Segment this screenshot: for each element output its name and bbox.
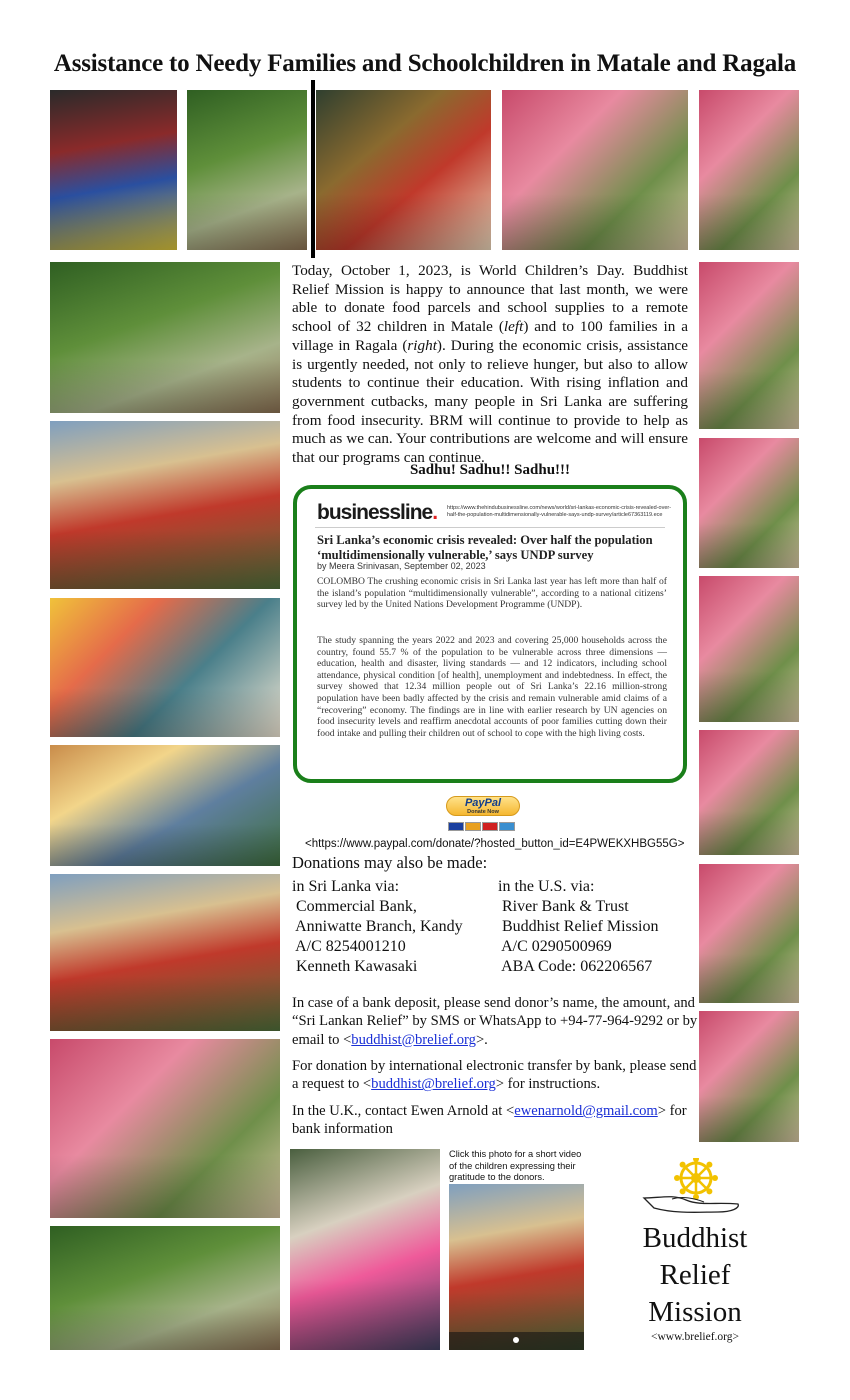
email-link-buddhist[interactable]: buddhist@brelief.org <box>351 1031 476 1048</box>
transfer-paragraph: For donation by international electronic transfer by bank, please send a request to <buddhist@brelief.org> for instructions. <box>292 1058 697 1093</box>
photo-women-receiving-bags <box>502 90 688 250</box>
card-icon <box>448 822 464 831</box>
photo-men-carrying-sacks <box>187 90 307 250</box>
sadhu-line: Sadhu! Sadhu!! Sadhu!!! <box>409 462 571 478</box>
paypal-button-face: PayPal Donate Now <box>446 796 520 816</box>
photo-line-of-recipients <box>50 1226 280 1350</box>
photo-women-seated-room <box>50 745 280 866</box>
businessline-logo: businessline. <box>317 501 438 524</box>
paypal-link[interactable]: <https://www.paypal.com/donate/?hosted_button_id=E4PWEKXHBG55G> <box>305 838 685 850</box>
page-title: Assistance to Needy Families and Schoolchildren in Matale and Ragala <box>53 50 797 77</box>
uk-contact-paragraph: In the U.K., contact Ewen Arnold at <ewenarnold@gmail.com> for bank information <box>292 1103 687 1138</box>
photo-boy-with-bag <box>699 1011 799 1142</box>
org-url[interactable]: <www.brelief.org> <box>650 1331 740 1343</box>
credit-card-icons <box>448 818 516 836</box>
card-icon <box>465 822 481 831</box>
card-icon <box>499 822 515 831</box>
paypal-donate-button[interactable] <box>446 796 520 828</box>
article-paragraph-1: COLOMBO The crushing economic crisis in Sri Lanka last year has left more than half of the island’s population “multidimensionally vulnerable”, according to a national citizens’ survey led by the United Nations Development Programme (UNDP). <box>317 576 667 611</box>
photo-woman-green-sari <box>699 576 799 722</box>
photo-woman-floral-dress <box>699 730 799 855</box>
photo-stairs-path <box>50 262 280 413</box>
video-caption: Click this photo for a short video of the children expressing their gratitude to the donors. <box>449 1149 582 1182</box>
article-paragraph-2: The study spanning the years 2022 and 2023 and covering 25,000 households across the country, found 55.7 % of the population to be vulnerable across three dimensions — education, health and disaster, living standards — and 12 indicators, including school attendance, physical condition [of health], unemployment and indebtedness. In effect, the survey showed that 12.34 million people out of Sri Lanka’s 22.16 million-strong population have been badly affected by the crisis and remain vulnerable amid claims of a “recovering” economy. The findings are in line with earlier research by UN agencies on food insecurity levels and reaffirm anecdotal accounts of poor families cutting down their food intake and pulling their children out of school to cope with the high living costs. <box>317 635 667 739</box>
article-headline: Sri Lanka’s economic crisis revealed: Over half the population ‘multidimensionally vulnerable,’ says UNDP survey <box>317 533 653 562</box>
donations-heading: Donations may also be made: <box>292 853 488 872</box>
intro-text-b: ) and to 100 families in a village in Ragala ( <box>292 318 688 354</box>
photo-group-outside-building <box>50 874 280 1031</box>
intro-text-a: Today, October 1, 2023, is World Children’s Day. Buddhist Relief Mission is happy to announce that last month, we were able to donate food parcels and school supplies to a remote school of 32 children in Matale ( <box>292 262 688 336</box>
photo-women-with-bags <box>50 1039 280 1218</box>
sri-lanka-bank-details: in Sri Lanka via: Commercial Bank, Anniwatte Branch, Kandy A/C 8254001210 Kenneth Kawasaki <box>292 878 463 975</box>
article-separator <box>315 527 665 528</box>
photo-children-at-tables <box>50 421 280 589</box>
divider-line <box>311 80 315 258</box>
photo-classroom-gathering <box>50 598 280 737</box>
email-link-ewen[interactable]: ewenarnold@gmail.com <box>514 1103 658 1119</box>
video-thumbnail-children[interactable] <box>449 1184 584 1350</box>
photo-woman-pink-shirt <box>699 262 799 429</box>
dharma-wheel-hand-logo <box>642 1158 746 1218</box>
video-controls[interactable] <box>449 1332 584 1350</box>
card-icon <box>482 822 498 831</box>
photo-woman-red-dress <box>699 438 799 568</box>
intro-left-word: left <box>503 318 524 336</box>
article-url: https://www.thehindubusinessline.com/news/world/sri-lankas-economic-crisis-revealed-over-half-the-population-multidimensionally-vulnerable-says-undp-survey/article67363119.ece <box>447 505 672 518</box>
org-name: Buddhist Relief Mission <box>642 1222 748 1328</box>
us-bank-details: in the U.S. via: River Bank & Trust Buddhist Relief Mission A/C 0290500969 ABA Code: 062206567 <box>498 878 659 975</box>
photo-woman-blue-bag <box>699 90 799 250</box>
news-article-card[interactable] <box>293 485 687 783</box>
email-link-transfer[interactable]: buddhist@brelief.org <box>371 1076 496 1093</box>
photo-girl-pink-shirt <box>290 1149 440 1350</box>
photo-women-receiving-goods <box>699 864 799 1003</box>
intro-paragraph <box>292 262 688 468</box>
bank-deposit-paragraph: In case of a bank deposit, please send donor’s name, the amount, and “Sri Lankan Relief” by SMS or WhatsApp to +94-77-964-9292 or by email to <buddhist@brelief.org>. <box>292 995 698 1048</box>
intro-right-word: right <box>407 336 437 354</box>
play-icon[interactable] <box>513 1337 519 1343</box>
article-byline: by Meera Srinivasan, September 02, 2023 <box>317 561 486 571</box>
intro-text-c: ). During the economic crisis, assistance is urgently needed, not only to relieve hunger, but also to allow students to continue their education. With rising inflation and government cutbacks, many people in Sri Lanka are suffering from food insecurity. BRM will continue to provide to help as much as we can. Your contributions are welcome and will ensure that our programs can continue. <box>292 336 688 467</box>
photo-lamp-lighting <box>316 90 491 250</box>
photo-car-food-parcels <box>50 90 177 250</box>
